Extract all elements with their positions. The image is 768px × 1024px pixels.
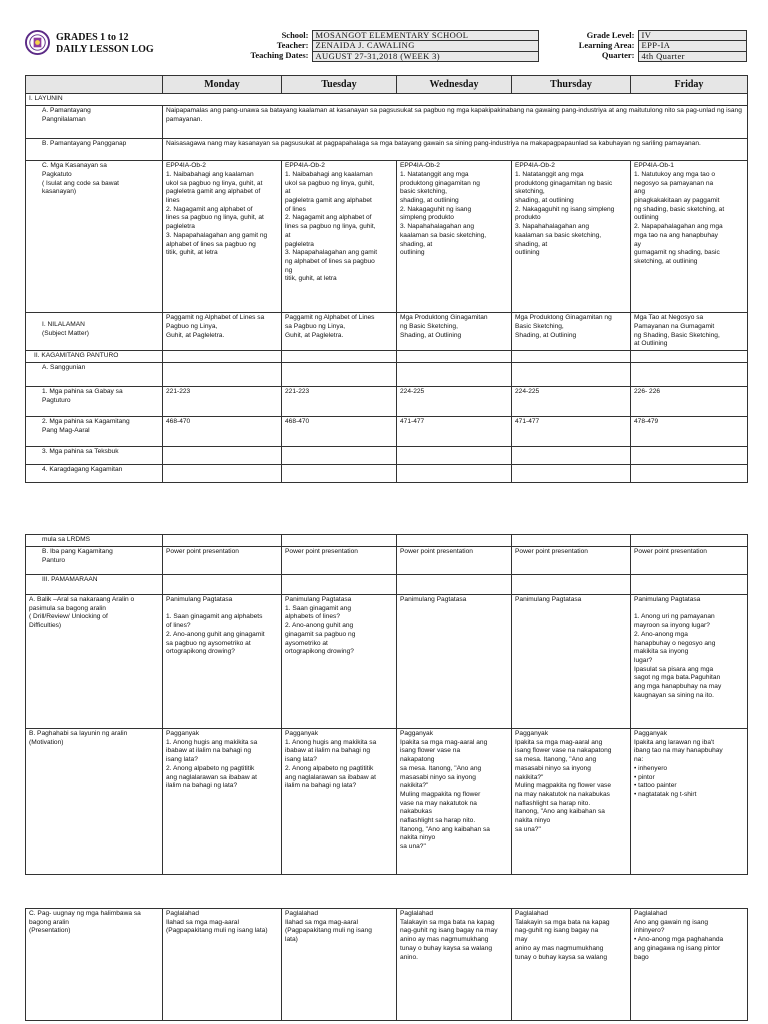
grade-label: Grade Level: — [586, 30, 635, 40]
dates-label: Teaching Dates: — [250, 51, 309, 61]
sanggunian-row — [26, 363, 748, 387]
document-title — [56, 32, 154, 56]
nilalaman-wednesday: Mga Produktong Ginagamitan ng Basic Sketching, Shading, at Outlining — [397, 313, 512, 351]
balik-aral-label: A. Balik –Aral sa nakaraang Aralin o pasimula sa bagong aralin ( Drill/Review/ Unlocking of Difficulties) — [26, 595, 163, 729]
corner-cell — [26, 76, 163, 94]
lrdms-label: mula sa LRDMS — [26, 535, 163, 547]
balik-aral-monday: Panimulang Pagtatasa 1. Saan ginagamit ang alphabets of lines? 2. Ano-anong guhit ang ginagamit sa pagbuo ng aysometriko at ortograpikong drowing? — [163, 595, 282, 729]
kagamitan-label: II. KAGAMITANG PANTURO — [26, 351, 163, 363]
pangnilalaman-label: A. Pamantayang Pangnilalaman — [26, 106, 163, 139]
day-wednesday: Wednesday — [397, 76, 512, 94]
karagdagang-label: 4. Karagdagang Kagamitan — [26, 465, 163, 483]
gabay-thursday: 224-225 — [512, 387, 631, 417]
iba-wednesday: Power point presentation — [397, 547, 512, 575]
iba-label: B. Iba pang Kagamitang Panturo — [26, 547, 163, 575]
sanggunian-label: A. Sanggunian — [26, 363, 163, 387]
area-label: Learning Area: — [578, 40, 635, 50]
balik-aral-tuesday: Panimulang Pagtatasa 1. Saan ginagamit ang alphabets of lines? 2. Ano-anong guhit ang ginagamit sa pagbuo ng aysometriko at ortograpikong drowing? — [282, 595, 397, 729]
lesson-log-table-2 — [25, 534, 748, 875]
day-header-row — [26, 76, 748, 94]
pag-uugnay-wednesday: Paglalahad Talakayin sa mga bata na kapag nag-guhit ng isang bagay na may anino ay mas nagmumukhang tunay o buhay kaysa sa walang anino. — [397, 909, 512, 1021]
iba-row — [26, 547, 748, 575]
balik-aral-friday: Panimulang Pagtatasa 1. Anong uri ng pamayanan mayroon sa inyong lugar? 2. Ano-anong mga hanapbuhay o negosyo ang makikita sa inyong lugar? Ipasulat sa pisara ang mga sagot ng mga bata.Paguhitan ang mga hanapbuhay na may kaugnayan sa sining na ito. — [631, 595, 748, 729]
nilalaman-monday: Paggamit ng Alphabet of Lines sa Pagbuo ng Linya, Guhit, at Pagleletra. — [163, 313, 282, 351]
deped-seal-icon — [25, 30, 50, 55]
kagamitang-label: 2. Mga pahina sa Kagamitang Pang Mag-Aaral — [26, 417, 163, 447]
layunin-row — [26, 94, 748, 106]
kagamitang-tuesday: 468-470 — [282, 417, 397, 447]
karagdagang-row — [26, 465, 748, 483]
kasanayan-friday: EPP4IA-Ob-1 1. Natutukoy ang mga tao o negosyo sa pamayanan na ang pinagkakakitaan ay paggamit ng shading, basic sketching, at outlining 2. Napapahalagahan ang mga mga tao na ang hanapbuhay ay gumagamit ng shading, basic sketching, at outlining — [631, 161, 748, 313]
balik-aral-wednesday: Panimulang Pagtatasa — [397, 595, 512, 729]
pag-uugnay-tuesday: Paglalahad Ilahad sa mga mag-aaral (Pagpapakitang muli ng isang lata) — [282, 909, 397, 1021]
kasanayan-thursday: EPP4IA-Ob-2 1. Natatanggit ang mga produktong ginagamitan ng basic sketching, shading, at outlining 2. Nakagaguhit ng isang simpleng produkto 3. Napahahalagahan ang kaalaman sa basic sketching, shading, at outlining — [512, 161, 631, 313]
kagamitang-row — [26, 417, 748, 447]
kagamitang-wednesday: 471-477 — [397, 417, 512, 447]
kagamitang-monday: 468-470 — [163, 417, 282, 447]
day-friday: Friday — [631, 76, 748, 94]
title-line1: GRADES 1 to 12 — [56, 32, 129, 43]
teksbuk-label: 3. Mga pahina sa Teksbuk — [26, 447, 163, 465]
school-label: School: — [281, 30, 309, 40]
kagamitan-row — [26, 351, 748, 363]
paghahabi-friday: Pagganyak Ipakita ang larawan ng iba't ibang tao na may hanapbuhay na: • inhenyero • pintor • tattoo painter • nagtatatak ng t-shirt — [631, 729, 748, 875]
area-value: EPP-IA — [638, 41, 746, 51]
quarter-label: Quarter: — [601, 51, 635, 61]
quarter-value: 4th Quarter — [638, 51, 746, 61]
pagganap-row — [26, 139, 748, 161]
pagganap-label: B. Pamantayang Pangganap — [26, 139, 163, 161]
pamamaraan-row — [26, 575, 748, 595]
nilalaman-tuesday: Paggamit ng Alphabet of Lines sa Pagbuo ng Linya, Guhit, at Pagleletra. — [282, 313, 397, 351]
kagamitang-friday: 478-479 — [631, 417, 748, 447]
iba-monday: Power point presentation — [163, 547, 282, 575]
teacher-value: ZENAIDA J. CAWALING — [312, 41, 538, 51]
day-thursday: Thursday — [512, 76, 631, 94]
day-tuesday: Tuesday — [282, 76, 397, 94]
gabay-monday: 221-223 — [163, 387, 282, 417]
lrdms-row — [26, 535, 748, 547]
pangnilalaman-row — [26, 106, 748, 139]
lesson-log-table-3 — [25, 908, 748, 1021]
pag-uugnay-friday: Paglalahad Ano ang gawain ng isang inhinyero? • Ano-anong mga paghahanda ang ginagawa ng isang pintor bago — [631, 909, 748, 1021]
layunin-heading: I. LAYUNIN — [26, 94, 748, 106]
title-line2: DAILY LESSON LOG — [56, 44, 154, 55]
paghahabi-row — [26, 729, 748, 875]
kasanayan-wednesday: EPP4IA-Ob-2 1. Natatanggit ang mga produktong ginagamitan ng basic sketching, shading, at outlining 2. Nakagaguhit ng isang simpleng produkto 3. Napahahalagahan ang kaalaman sa basic sketching, shading, at outlining — [397, 161, 512, 313]
gabay-wednesday: 224-225 — [397, 387, 512, 417]
paghahabi-wednesday: Pagganyak Ipakita sa mga mag-aaral ang isang flower vase na nakapatong sa mesa. Itanong, "Ano ang masasabi ninyo sa inyong nakikita?" Muling magpakita ng flower vase na may nakatutok na nakabukas naflashlight sa harap nito. Itanong, "Ano ang kaibahan sa nakita ninyo sa una?" — [397, 729, 512, 875]
paghahabi-label: B. Paghahabi sa layunin ng aralin (Motivation) — [26, 729, 163, 875]
paghahabi-monday: Pagganyak 1. Anong hugis ang makikita sa ibabaw at ilalim na bahagi ng isang lata? 2. Anong alpabeto ng pagtititik ang naglalarawan sa ibabaw at ilalim na bahagi ng lata? — [163, 729, 282, 875]
balik-aral-row — [26, 595, 748, 729]
iba-thursday: Power point presentation — [512, 547, 631, 575]
kasanayan-monday: EPP4IA-Ob-2 1. Naibabahagi ang kaalaman ukol sa pagbuo ng linya, guhit, at pagleletra gamit ang alphabet of lines 2. Nagagamit ang alphabet of lines sa pagbuo ng linya, guhit, at pagleletra 3. Napapahalagahan ang gamit ng alphabet of lines sa pagbuo ng titik, guhit, at letra — [163, 161, 282, 313]
gabay-tuesday: 221-223 — [282, 387, 397, 417]
pag-uugnay-row — [26, 909, 748, 1021]
kagamitang-thursday: 471-477 — [512, 417, 631, 447]
pag-uugnay-label: C. Pag- uugnay ng mga halimbawa sa bagong aralin (Presentation) — [26, 909, 163, 1021]
pag-uugnay-monday: Paglalahad Ilahad sa mga mag-aaral (Pagpapakitang muli ng isang lata) — [163, 909, 282, 1021]
gabay-row — [26, 387, 748, 417]
paghahabi-thursday: Pagganyak Ipakita sa mga mag-aaral ang isang flower vase na nakapatong sa mesa. Itanong, "Ano ang masasabi ninyo sa inyong nakikita?" Muling magpakita ng flower vase na may nakatutok na nakabukas naflashlight sa harap nito. Itanong, "Ano ang kaibahan sa nakita ninyo sa una?" — [512, 729, 631, 875]
day-monday: Monday — [163, 76, 282, 94]
pangnilalaman-text: Naipapamalas ang pang-unawa sa batayang kaalaman at kasanayan sa pagsusukat sa pagbuo ng mga kapakipakinabang na gawaing pang-industriya at ang maitutulong nito sa pag-unlad ng isang pamayanan. — [163, 106, 748, 139]
header-info-table — [206, 30, 747, 62]
nilalaman-friday: Mga Tao at Negosyo sa Pamayanan na Gumagamit ng Shading, Basic Sketching, at Outlining — [631, 313, 748, 351]
iba-friday: Power point presentation — [631, 547, 748, 575]
teksbuk-row — [26, 447, 748, 465]
gabay-friday: 226- 226 — [631, 387, 748, 417]
nilalaman-row — [26, 313, 748, 351]
kasanayan-row — [26, 161, 748, 313]
nilalaman-thursday: Mga Produktong Ginagamitan ng Basic Sketching, Shading, at Outlining — [512, 313, 631, 351]
iba-tuesday: Power point presentation — [282, 547, 397, 575]
school-value: MOSANGOT ELEMENTARY SCHOOL — [312, 31, 538, 41]
balik-aral-thursday: Panimulang Pagtatasa — [512, 595, 631, 729]
pagganap-text: Naisasagawa nang may kasanayan sa pagsusukat at pagpapahalaga sa mga batayang gawain sa sining pang-industriya na makapagpapaunlad sa kabuhayan ng sariling pamayanan. — [163, 139, 748, 161]
pag-uugnay-thursday: Paglalahad Talakayin sa mga bata na kapag nag-guhit ng isang bagay na may anino ay mas nagmumukhang tunay o buhay kaysa sa walang — [512, 909, 631, 1021]
kasanayan-tuesday: EPP4IA-Ob-2 1. Naibabahagi ang kaalaman ukol sa pagbuo ng linya, guhit, at pagleletra gamit ang alphabet of lines 2. Nagagamit ang alphabet of lines sa pagbuo ng linya, guhit, at pagleletra 3. Napapahalagahan ang gamit ng alphabet of lines sa pagbuo ng titik, guhit, at letra — [282, 161, 397, 313]
gabay-label: 1. Mga pahina sa Gabay sa Pagtuturo — [26, 387, 163, 417]
pamamaraan-label: III. PAMAMARAAN — [26, 575, 163, 595]
dates-value: AUGUST 27-31,2018 (WEEK 3) — [312, 51, 538, 61]
kasanayan-label: C. Mga Kasanayan sa Pagkatuto ( Isulat ang code sa bawat kasanayan) — [26, 161, 163, 313]
grade-value: IV — [638, 31, 746, 41]
nilalaman-label: I. NILALAMAN (Subject Matter) — [26, 313, 163, 351]
teacher-label: Teacher: — [276, 40, 309, 50]
paghahabi-tuesday: Pagganyak 1. Anong hugis ang makikita sa ibabaw at ilalim na bahagi ng isang lata? 2. Anong alpabeto ng pagtititik ang naglalarawan sa ibabaw at ilalim na bahagi ng lata? — [282, 729, 397, 875]
lesson-log-table-1 — [25, 75, 748, 483]
